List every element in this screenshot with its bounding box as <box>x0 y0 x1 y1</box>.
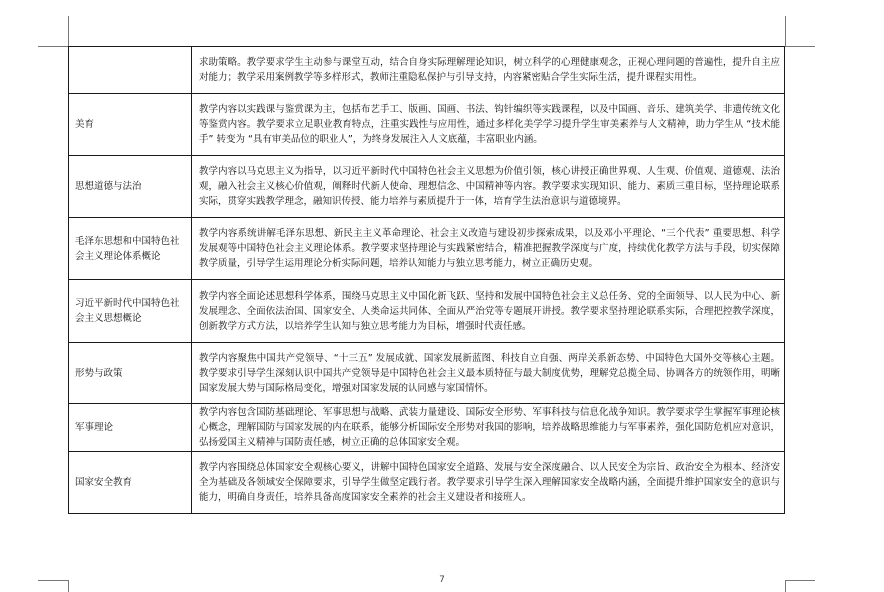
course-name: 习近平新时代中国特色社会主义思想概论 <box>69 280 192 343</box>
table-row <box>69 280 785 343</box>
crop-mark-top-left-horizontal <box>38 46 68 47</box>
table-row <box>69 404 785 452</box>
table-row <box>69 156 785 218</box>
course-name: 国家安全教育 <box>69 452 192 514</box>
course-description: 求助策略。教学要求学生主动参与课堂互动，结合自身实际理解理论知识，树立科学的心理健康观念，正视心理问题的普遍性，提升自主应对能力；教学采用案例教学等多样形式，教师注重隐私保护与引导支持，内容紧密贴合学生实际生活，提升课程实用性。 <box>192 47 785 94</box>
table-row <box>69 452 785 514</box>
crop-mark-top-left-vertical <box>68 16 69 46</box>
course-description: 教学内容以马克思主义为指导，以习近平新时代中国特色社会主义思想为价值引领，核心讲授正确世界观、人生观、价值观、道德观、法治观，融入社会主义核心价值观，阐释时代新人使命、理想信念、中国精神等内容。教学要求实现知识、能力、素质三重目标，坚持理论联系实际，贯穿实践教学理念，融知识传授、能力培养与素质提升于一体，培育学生法治意识与道德境界。 <box>192 156 785 218</box>
course-name: 美育 <box>69 94 192 156</box>
course-description: 教学内容全面论述思想科学体系，围绕马克思主义中国化新飞跃、坚持和发展中国特色社会主义总任务、党的全面领导、以人民为中心、新发展理念、全面依法治国、国家安全、人类命运共同体、全面从严治党等专题展开讲授。教学要求坚持理论联系实际，合理把控教学深度，创新教学方式方法，以培养学生认知与独立思考能力为目标，增强时代责任感。 <box>192 280 785 343</box>
table-row <box>69 47 785 94</box>
course-name: 思想道德与法治 <box>69 156 192 218</box>
course-description: 教学内容围绕总体国家安全观核心要义，讲解中国特色国家安全道路、发展与安全深度融合、以人民安全为宗旨、政治安全为根本、经济安全为基础及各领域安全保障要求，引导学生做坚定践行者。教学要求引导学生深入理解国家安全战略内涵，全面提升维护国家安全的意识与能力，明确自身责任，培养具备高度国家安全素养的社会主义建设者和接班人。 <box>192 452 785 514</box>
course-description: 教学内容以实践课与鉴赏课为主，包括布艺手工、版画、国画、书法、钩针编织等实践课程，以及中国画、音乐、建筑美学、非遗传统文化等鉴赏内容。教学要求立足职业教育特点，注重实践性与应用性，通过多样化美学学习提升学生审美素养与人文精神，助力学生从 “技术能手” 转变为 “具有审美品位的职业人”，为终身发展注入人文底蕴，丰富职业内涵。 <box>192 94 785 156</box>
course-description: 教学内容系统讲解毛泽东思想、新民主主义革命理论、社会主义改造与建设初步探索成果，以及邓小平理论、“三个代表” 重要思想、科学发展观等中国特色社会主义理论体系。教学要求坚持理论与实践紧密结合，精准把握教学深度与广度，持续优化教学方法与手段，切实保障教学质量，引导学生运用理论分析实际问题，培养认知能力与独立思考能力，树立正确历史观。 <box>192 218 785 280</box>
course-name <box>69 47 192 94</box>
course-description: 教学内容聚焦中国共产党领导、“十三五” 发展成就、国家发展新蓝图、科技自立自强、两岸关系新态势、中国特色大国外交等核心主题。教学要求引导学生深刻认识中国共产党领导是中国特色社会主义最本质特征与最大制度优势，理解党总揽全局、协调各方的统领作用，明晰国家发展大势与国际格局变化，增强对国家发展的认同感与家国情怀。 <box>192 343 785 404</box>
crop-mark-top-right-horizontal <box>785 46 815 47</box>
course-description: 教学内容包含国防基础理论、军事思想与战略、武装力量建设、国际安全形势、军事科技与信息化战争知识。教学要求学生掌握军事理论核心概念，理解国防与国家发展的内在联系，能够分析国际安全形势对我国的影响，培养战略思维能力与军事素养，强化国防危机应对意识，弘扬爱国主义精神与国防责任感，树立正确的总体国家安全观。 <box>192 404 785 452</box>
crop-mark-top-right-vertical <box>785 16 786 46</box>
course-table <box>68 46 785 514</box>
table-row <box>69 343 785 404</box>
table-row <box>69 218 785 280</box>
course-name: 形势与政策 <box>69 343 192 404</box>
course-name: 毛泽东思想和中国特色社会主义理论体系概论 <box>69 218 192 280</box>
course-name: 军事理论 <box>69 404 192 452</box>
page-number: 7 <box>439 575 445 585</box>
table-row <box>69 94 785 156</box>
